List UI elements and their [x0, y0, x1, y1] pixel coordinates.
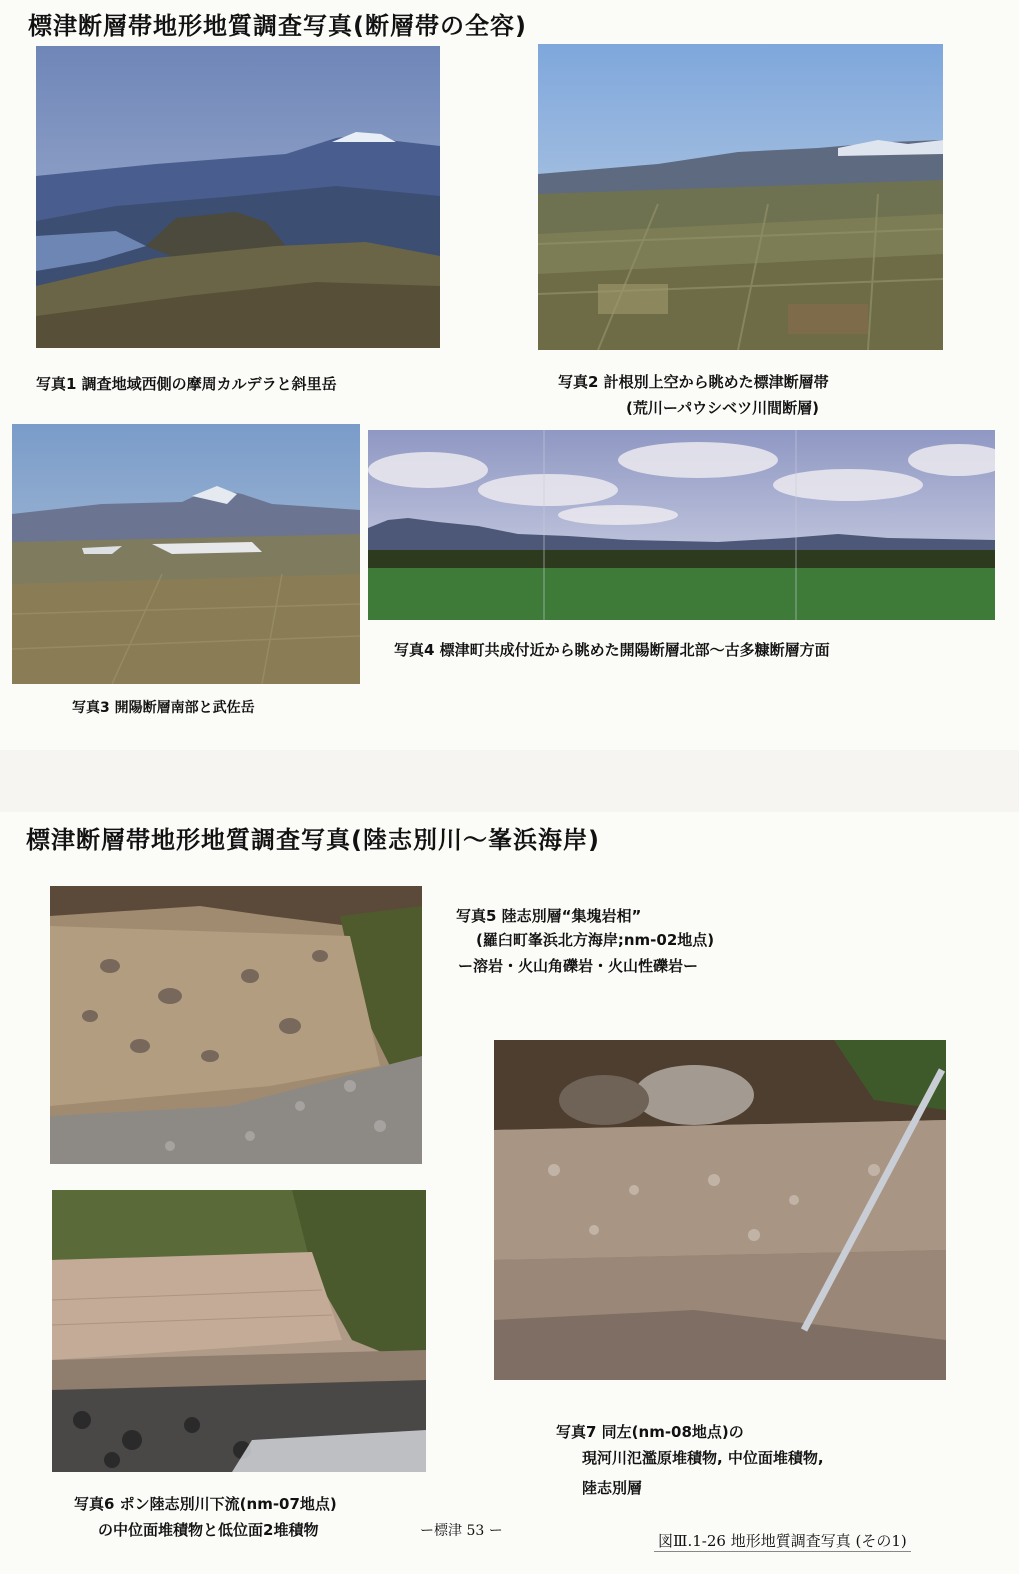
caption-photo-4: 写真4 標津町共成付近から眺めた開陽断層北部～古多糠断層方面	[394, 641, 830, 659]
caption-photo-2-line-2: (荒川ーパウシベツ川間断層)	[626, 399, 819, 417]
caption-photo-6-line-1: 写真6 ポン陸志別川下流(nm-07地点)	[74, 1495, 337, 1513]
photo-5-agglomerate-outcrop	[50, 886, 422, 1164]
caption-photo-7-line-1: 写真7 同左(nm-08地点)の	[556, 1423, 744, 1441]
figure-label: 図Ⅲ.1-26 地形地質調査写真 (その1)	[654, 1530, 911, 1552]
caption-photo-2-line-1: 写真2 計根別上空から眺めた標津断層帯	[558, 373, 829, 391]
page-number: ー標津 53 ー	[420, 1523, 503, 1539]
photo-3-kaiyo-fault-musadake	[12, 424, 360, 684]
caption-photo-5-line-2: (羅臼町峯浜北方海岸;nm-02地点)	[476, 931, 715, 949]
lower-title: 標津断層帯地形地質調査写真(陸志別川～峯浜海岸)	[26, 826, 600, 854]
photo-7-river-deposits	[494, 1040, 946, 1380]
caption-photo-1: 写真1 調査地域西側の摩周カルデラと斜里岳	[36, 375, 337, 393]
upper-title: 標津断層帯地形地質調査写真(断層帯の全容)	[28, 12, 527, 40]
caption-photo-3: 写真3 開陽断層南部と武佐岳	[72, 700, 255, 716]
photo-2-shibetsu-fault-aerial	[538, 44, 943, 350]
caption-photo-5-line-3: ー溶岩・火山角礫岩・火山性礫岩ー	[458, 957, 699, 975]
caption-photo-6-line-2: の中位面堆積物と低位面2堆積物	[98, 1521, 319, 1539]
caption-photo-7-line-2: 現河川氾濫原堆積物, 中位面堆積物,	[582, 1449, 824, 1467]
caption-photo-7-line-3: 陸志別層	[582, 1479, 643, 1497]
photo-4-panorama	[368, 430, 995, 620]
photo-6-terrace-deposits	[52, 1190, 426, 1472]
photo-1-mashu-caldera	[36, 46, 440, 348]
caption-photo-5-line-1: 写真5 陸志別層“集塊岩相”	[456, 907, 642, 925]
